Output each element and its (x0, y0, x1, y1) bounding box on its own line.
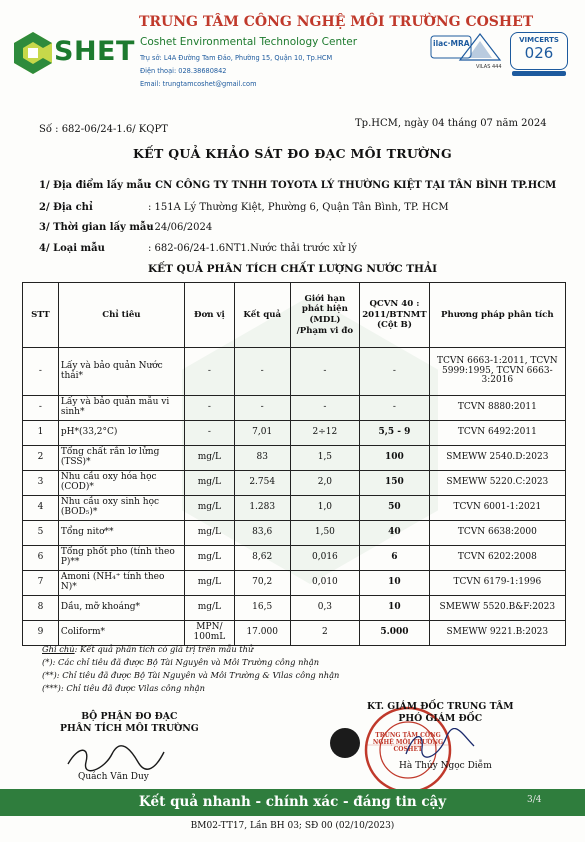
cell-qcvn: - (360, 396, 429, 421)
cell-stt: 7 (23, 571, 59, 596)
col-header-stt: STT (23, 283, 59, 348)
cell-mdl: 0,010 (290, 571, 360, 596)
cell-qcvn: - (360, 348, 429, 396)
cell-qcvn: 10 (360, 596, 429, 621)
cell-result: 83 (234, 446, 290, 471)
col-header-method: Phương pháp phân tích (429, 283, 565, 348)
cell-parameter: Nhu cầu oxy sinh học (BOD₅)* (58, 496, 184, 521)
info-label: 4/ Loại mẫu (39, 243, 105, 254)
table-row (23, 446, 566, 471)
cell-unit: - (184, 396, 234, 421)
cell-qcvn: 40 (360, 521, 429, 546)
org-email: Email: trungtamcoshet@gmail.com (140, 80, 257, 88)
cell-mdl: 0,3 (290, 596, 360, 621)
left-title-line-2: PHÂN TÍCH MÔI TRƯỜNG (60, 723, 199, 735)
table-row (23, 421, 566, 446)
cell-result: - (234, 348, 290, 396)
cell-qcvn: 5,5 - 9 (360, 421, 429, 446)
ilac-text: ilac·MRA (433, 39, 470, 48)
right-signature-icon (400, 728, 480, 762)
table-row (23, 396, 566, 421)
stamp-text: TRUNG TÂM CÔNG NGHỆ MÔI TRƯỜNG COSHET (372, 732, 444, 753)
vimcerts-label: VIMCERTS (519, 36, 559, 44)
cell-unit: - (184, 348, 234, 396)
document-title: KẾT QUẢ KHẢO SÁT ĐO ĐẠC MÔI TRƯỜNG (133, 146, 452, 161)
info-value: : 151A Lý Thường Kiệt, Phường 6, Quận Tân Bình, TP. HCM (148, 202, 449, 213)
cell-stt: 4 (23, 496, 59, 521)
info-label: 3/ Thời gian lấy mẫu (39, 222, 154, 233)
cell-stt: 8 (23, 596, 59, 621)
logo-mark-icon (10, 30, 56, 76)
cell-method: TCVN 6492:2011 (429, 421, 565, 446)
left-signatory-name: Quách Văn Duy (78, 772, 149, 782)
cell-parameter: Dầu, mỡ khoáng* (58, 596, 184, 621)
cell-stt: - (23, 348, 59, 396)
vimcerts-underline (512, 71, 566, 76)
cell-stt: 9 (23, 621, 59, 646)
cell-unit: mg/L (184, 596, 234, 621)
table-row (23, 348, 566, 396)
cell-stt: - (23, 396, 59, 421)
cell-unit: MPN/ 100mL (184, 621, 234, 646)
cell-mdl: - (290, 396, 360, 421)
cell-parameter: Amoni (NH₄⁺ tính theo N)* (58, 571, 184, 596)
cell-result: 7,01 (234, 421, 290, 446)
cell-qcvn: 6 (360, 546, 429, 571)
col-header-mdl: Giới hạn phát hiện (MDL) /Phạm vi đo (290, 283, 360, 348)
cell-qcvn: 5.000 (360, 621, 429, 646)
cell-result: 83,6 (234, 521, 290, 546)
note-line-1: (*): Các chỉ tiêu đã được Bộ Tài Nguyên và Môi Trường công nhận (42, 657, 320, 667)
left-signatory-title (60, 711, 199, 735)
cell-parameter: Lấy và bảo quản Nước thải* (58, 348, 184, 396)
cell-unit: mg/L (184, 496, 234, 521)
table-row (23, 571, 566, 596)
cell-parameter: Coliform* (58, 621, 184, 646)
cell-qcvn: 10 (360, 571, 429, 596)
cell-parameter: Nhu cầu oxy hóa học (COD)* (58, 471, 184, 496)
right-title-line-1: KT. GIÁM ĐỐC TRUNG TÂM (367, 701, 514, 712)
coshet-logo (10, 28, 135, 80)
note-title: Ghi chú (42, 644, 75, 654)
cell-stt: 3 (23, 471, 59, 496)
cell-result: 16,5 (234, 596, 290, 621)
cell-unit: mg/L (184, 546, 234, 571)
col-header-qcvn: QCVN 40 : 2011/BTNMT (Cột B) (360, 283, 429, 348)
right-signatory-name: Hà Thúy Ngọc Diễm (399, 761, 492, 771)
left-title-line-1: BỘ PHẬN ĐO ĐẠC (81, 711, 178, 722)
cell-method: TCVN 6179-1:1996 (429, 571, 565, 596)
cell-result: 17.000 (234, 621, 290, 646)
info-value: : 24/06/2024 (148, 222, 213, 233)
cell-parameter: Tổng chất rắn lơ lửng (TSS)* (58, 446, 184, 471)
document-number: Số : 682-06/24-1.6/ KQPT (39, 124, 168, 135)
info-value: : 682-06/24-1.6NT1.Nước thải trước xử lý (148, 243, 358, 254)
results-table (22, 282, 566, 646)
table-row (23, 546, 566, 571)
note-text: : Kết quả phân tích có giá trị trên mẫu thử (74, 644, 254, 654)
org-address: Trụ sở: L4A Đường Tam Đảo, Phường 15, Quận 10, Tp.HCM (140, 54, 333, 62)
table-title: KẾT QUẢ PHÂN TÍCH CHẤT LƯỢNG NƯỚC THẢI (147, 263, 438, 275)
cell-result: - (234, 396, 290, 421)
cell-stt: 5 (23, 521, 59, 546)
cell-qcvn: 50 (360, 496, 429, 521)
cell-qcvn: 100 (360, 446, 429, 471)
cell-unit: mg/L (184, 571, 234, 596)
table-row (23, 596, 566, 621)
cell-unit: mg/L (184, 521, 234, 546)
org-phone: Điện thoại: 028.38680842 (140, 67, 227, 75)
cell-mdl: 2 (290, 621, 360, 646)
footer-slogan: Kết quả nhanh - chính xác - đáng tin cậy (138, 794, 447, 810)
cell-method: TCVN 6202:2008 (429, 546, 565, 571)
cell-method: SMEWW 5220.C:2023 (429, 471, 565, 496)
cell-result: 2.754 (234, 471, 290, 496)
cell-mdl: - (290, 348, 360, 396)
vimcerts-number: 026 (524, 44, 554, 62)
cell-mdl: 1,0 (290, 496, 360, 521)
cell-method: TCVN 8880:2011 (429, 396, 565, 421)
cell-result: 8,62 (234, 546, 290, 571)
cell-unit: - (184, 421, 234, 446)
org-name-en: Coshet Environmental Technology Center (140, 36, 358, 48)
cell-parameter: Tổng nitơ** (58, 521, 184, 546)
cell-method: SMEWW 9221.B:2023 (429, 621, 565, 646)
info-sample-type (39, 243, 358, 254)
cell-method: TCVN 6638:2000 (429, 521, 565, 546)
cell-parameter: pH*(33,2°C) (58, 421, 184, 446)
info-value: : CN CÔNG TY TNHH TOYOTA LÝ THƯỜNG KIỆT TẠI TÂN BÌNH TP.HCM (148, 180, 557, 191)
page-number: 3/4 (527, 795, 542, 805)
vilas-label: VILAS 444 (476, 64, 502, 70)
cell-mdl: 0,016 (290, 546, 360, 571)
cell-stt: 2 (23, 446, 59, 471)
cell-mdl: 2,0 (290, 471, 360, 496)
cell-method: SMEWW 5520.B&F:2023 (429, 596, 565, 621)
cell-mdl: 1,5 (290, 446, 360, 471)
col-header-unit: Đơn vị (184, 283, 234, 348)
cell-parameter: Tổng phốt pho (tính theo P)** (58, 546, 184, 571)
cell-mdl: 1,50 (290, 521, 360, 546)
note-line-0 (42, 644, 253, 654)
stamp-emblem-icon (330, 728, 360, 758)
note-line-2: (**): Chỉ tiêu đã được Bộ Tài Nguyên và Môi Trường & Vilas công nhận (42, 670, 340, 680)
cell-result: 70,2 (234, 571, 290, 596)
left-signature-icon (60, 740, 170, 776)
table-row (23, 496, 566, 521)
col-header-result: Kết quả (234, 283, 290, 348)
cell-unit: mg/L (184, 446, 234, 471)
right-signatory-title (367, 701, 514, 725)
info-sample-time (39, 222, 213, 233)
form-code: BM02-TT17, Lần BH 03; SĐ 00 (02/10/2023) (190, 821, 395, 831)
info-address (39, 202, 449, 213)
info-location (39, 180, 557, 191)
table-header-row (23, 283, 566, 348)
note-line-3: (***): Chỉ tiêu đã được Vilas công nhận (42, 683, 205, 693)
table-row (23, 621, 566, 646)
cell-mdl: 2÷12 (290, 421, 360, 446)
right-title-line-2: PHÓ GIÁM ĐỐC (398, 713, 483, 725)
document-date: Tp.HCM, ngày 04 tháng 07 năm 2024 (355, 118, 547, 129)
cell-method: TCVN 6663-1:2011, TCVN 5999:1995, TCVN 6663-3:2016 (429, 348, 565, 396)
org-name: TRUNG TÂM CÔNG NGHỆ MÔI TRƯỜNG COSHET (139, 14, 534, 30)
info-label: 2/ Địa chỉ (39, 202, 93, 213)
cell-stt: 6 (23, 546, 59, 571)
table-row (23, 521, 566, 546)
cell-method: TCVN 6001-1:2021 (429, 496, 565, 521)
cell-qcvn: 150 (360, 471, 429, 496)
logo-text: SHET (54, 36, 135, 67)
vimcerts-badge (510, 32, 568, 70)
cell-unit: mg/L (184, 471, 234, 496)
info-label: 1/ Địa điểm lấy mẫu (39, 180, 151, 191)
cell-stt: 1 (23, 421, 59, 446)
cell-parameter: Lấy và bảo quản mẫu vi sinh* (58, 396, 184, 421)
cell-method: SMEWW 2540.D:2023 (429, 446, 565, 471)
cell-result: 1.283 (234, 496, 290, 521)
table-row (23, 471, 566, 496)
col-header-parameter: Chỉ tiêu (58, 283, 184, 348)
